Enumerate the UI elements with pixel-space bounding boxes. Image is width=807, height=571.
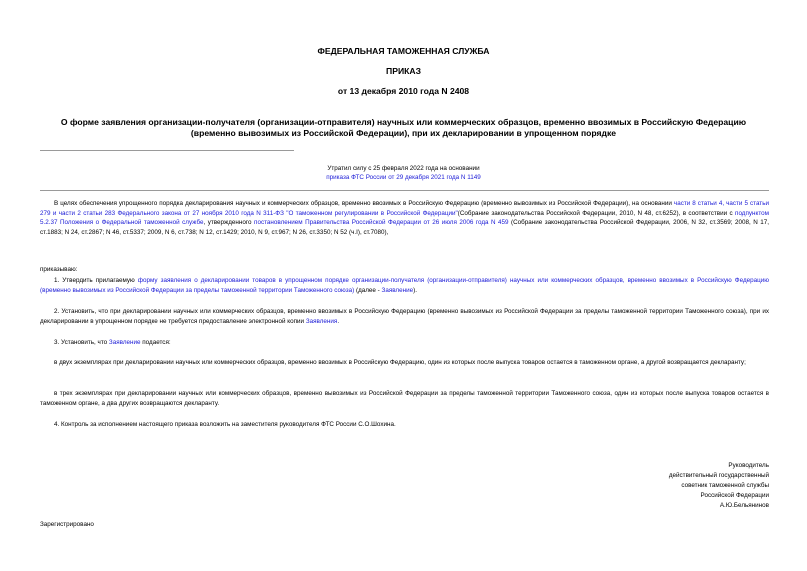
paragraph-1 [40, 276, 769, 295]
signature-line-5: А.Ю.Бельянинов [719, 502, 769, 509]
paragraph-3b [40, 389, 769, 408]
registered-label: Зарегистрировано [40, 521, 94, 528]
p2-text-2: . [337, 317, 340, 325]
status-rule [40, 190, 769, 191]
signature-line-3: советник таможенной службы [681, 482, 769, 489]
law-311-fz-link[interactable]: части 8 статьи 4, части 5 статьи 279 и части 2 статьи 283 Федерального закона от 27 ноября 2010 года N 311-ФЗ "О таможенном регулировании в Российской Федерации" [40, 200, 769, 217]
application-copy-link[interactable]: Заявления [305, 317, 338, 325]
p1-text-3: ). [413, 286, 417, 294]
status-repeal-link[interactable]: приказа ФТС России от 29 декабря 2021 года N 1149 [326, 174, 481, 181]
paragraph-3 [40, 338, 769, 348]
application-link[interactable]: Заявление [381, 286, 414, 294]
doc-date-number: от 13 декабря 2010 года N 2408 [337, 86, 470, 96]
status-note [0, 164, 807, 182]
p3a-text: в двух экземплярах при декларировании научных или коммерческих образцов, временно ввозимых в Российскую Федерацию, один из которых после выпуска товаров остается в таможенном органе, а другой возвращается декларанту; [54, 359, 746, 366]
government-decree-link[interactable]: постановлением Правительства Российской Федерации от 26 июля 2006 года N 459 [254, 219, 509, 226]
signature-line-4: Российской Федерации [700, 492, 769, 499]
status-line1: Утратил силу с 25 февраля 2022 года на основании [327, 165, 480, 172]
preamble-text-4: (Собрание законодательства Российской Федерации, 2006, N 32, ст.3569; 2008, N 17, ст.1883; N 24, ст.2867; N 46, ст.5337; 2009, N 6, ст.738; N 12, ст.1429; 2010, N 9, ст.967; N 26, ст.3350; N 52 (ч.I), ст.7080), [40, 219, 769, 236]
application-submit-link[interactable]: Заявление [108, 339, 141, 346]
application-form-link[interactable]: форму заявления о декларировании товаров в упрощенном порядке организации-получателя (организации-отправителя) научных или коммерческих образцов, временно ввозимых в Российскую Федерацию (временно вывозимых из Российской Федерации за пределы таможенной территории Таможенного союза) [40, 277, 769, 294]
title-rule [40, 150, 294, 151]
doc-title [40, 117, 767, 139]
signature-block [560, 461, 769, 511]
p2-text-1: 2. Установить, что при декларировании научных или коммерческих образцов, временно ввозимых в Российскую Федерацию (временно вывозимых из Российской Федерации за пределы таможенной территории Таможенного союза), при их декларировании в упрощенном порядке не требуется предоставление электронной копии [40, 308, 769, 325]
order-word: приказываю: [40, 266, 78, 273]
paragraph-4 [40, 420, 769, 430]
signature-line-2: действительный государственный [668, 472, 769, 479]
p3-text-2: подается: [140, 339, 171, 346]
preamble-text-3: , утвержденного [203, 219, 255, 226]
paragraph-3a [40, 358, 769, 368]
agency-name: ФЕДЕРАЛЬНАЯ ТАМОЖЕННАЯ СЛУЖБА [317, 46, 490, 56]
signature-line-1: Руководитель [728, 462, 769, 469]
doc-type: ПРИКАЗ [386, 66, 421, 76]
p1-text-2: (далее - [354, 286, 382, 294]
preamble-paragraph [40, 199, 769, 237]
p3b-text: в трех экземплярах при декларировании научных или коммерческих образцов, временно вывозимых из Российской Федерации за пределы таможенной территории Таможенного союза, один из которых после выпуска товаров остается в таможенном органе, а два других возвращаются декларанту. [40, 390, 769, 407]
preamble-text-1: В целях обеспечения упрощенного порядка декларирования научных и коммерческих образцов, временно ввозимых в Российскую Федерацию (временно вывозимых из Российской Федерации), на основании [54, 200, 674, 207]
doc-title-line2: (временно вывозимых из Российской Федерации), при их декларировании в упрощенном порядке [190, 128, 617, 138]
paragraph-2 [40, 307, 769, 326]
p3-text-1: 3. Установить, что [54, 339, 109, 346]
preamble-text-2: (Собрание законодательства Российской Федерации, 2010, N 48, ст.6252), в соответствии с [457, 209, 736, 217]
p4-text: 4. Контроль за исполнением настоящего приказа возложить на заместителя руководителя ФТС России С.О.Шохина. [54, 421, 396, 428]
doc-title-line1: О форме заявления организации-получателя (организации-отправителя) научных или коммерческих образцов, временно ввозимых в Российскую Федерацию [60, 117, 747, 127]
fts-regulation-link[interactable]: подпунктом 5.2.37 Положения о Федеральной таможенной службе [40, 209, 769, 226]
p1-text-1: 1. Утвердить прилагаемую [54, 277, 138, 284]
